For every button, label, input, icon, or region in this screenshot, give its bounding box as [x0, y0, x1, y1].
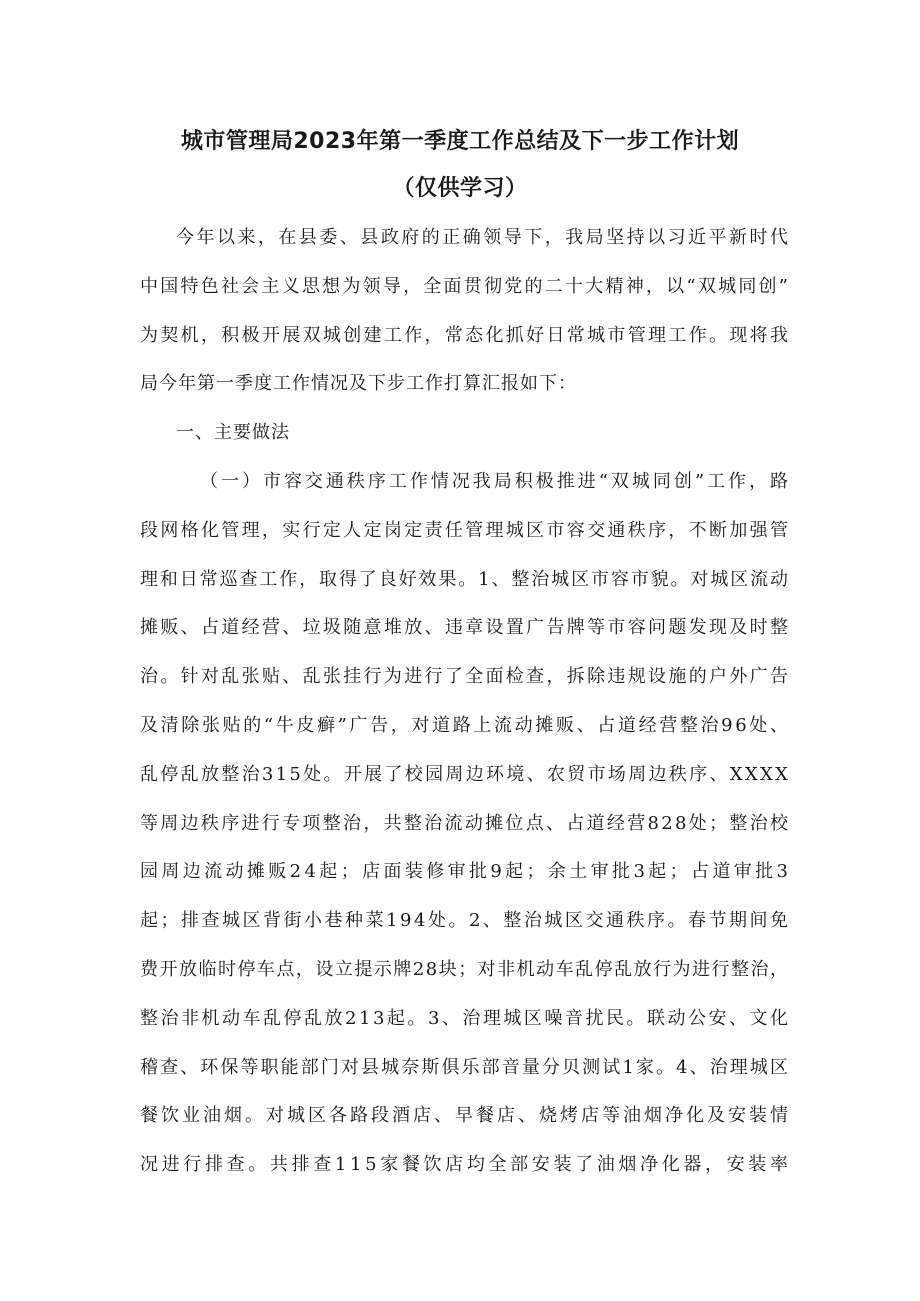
body-line: 为契机，积极开展双城创建工作，常态化抓好日常城市管理工作。现将我	[140, 324, 791, 346]
body-line: 局今年第一季度工作情况及下步工作打算汇报如下：	[140, 373, 577, 395]
body-line: 段网格化管理，实行定人定岗定责任管理城区市容交通秩序，不断加强管	[140, 519, 791, 541]
body-line: 治。针对乱张贴、乱张挂行为进行了全面检查，拆除违规设施的户外广告	[140, 666, 791, 688]
body-line: 餐饮业油烟。对城区各路段酒店、早餐店、烧烤店等油烟净化及安装情	[140, 1105, 791, 1127]
body-line: 园周边流动摊贩24起；店面装修审批9起；余土审批3起；占道审批3	[140, 861, 792, 883]
body-line: 费开放临时停车点，设立提示牌28块；对非机动车乱停乱放行为进行整治，	[140, 959, 790, 980]
body-line: 况进行排查。共排查115家餐饮店均全部安装了油烟净化器，安装率	[140, 1154, 792, 1176]
body-line: 今年以来，在县委、县政府的正确领导下，我局坚持以习近平新时代	[176, 227, 791, 248]
document-title: 城市管理局2023年第一季度工作总结及下一步工作计划	[180, 129, 740, 154]
body-line: 等周边秩序进行专项整治，共整治流动摊位点、占道经营828处；整治校	[140, 812, 791, 834]
body-line: （一）市容交通秩序工作情况我局积极推进“双城同创”工作，路	[200, 471, 791, 492]
body-line: 稽查、环保等职能部门对县城奈斯俱乐部音量分贝测试1家。4、治理城区	[140, 1056, 791, 1078]
body-line: 整治非机动车乱停乱放213起。3、治理城区噪音扰民。联动公安、文化	[140, 1007, 791, 1029]
document-subtitle: （仅供学习）	[392, 176, 528, 201]
body-line: 及清除张贴的“牛皮癣”广告，对道路上流动摊贩、占道经营整治96处、	[140, 715, 791, 736]
body-line: 起；排查城区背街小巷种菜194处。2、整治城区交通秩序。春节期间免	[140, 910, 791, 932]
body-line: 中国特色社会主义思想为领导，全面贯彻党的二十大精神，以“双城同创”	[140, 275, 791, 297]
body-line: 乱停乱放整治315处。开展了校园周边环境、农贸市场周边秩序、XXXX	[140, 763, 791, 785]
body-line: 理和日常巡查工作，取得了良好效果。1、整治城区市容市貌。对城区流动	[140, 568, 790, 590]
body-line: 摊贩、占道经营、垃圾随意堆放、违章设置广告牌等市容问题发现及时整	[140, 617, 791, 639]
body-line: 一、主要做法	[176, 422, 290, 444]
